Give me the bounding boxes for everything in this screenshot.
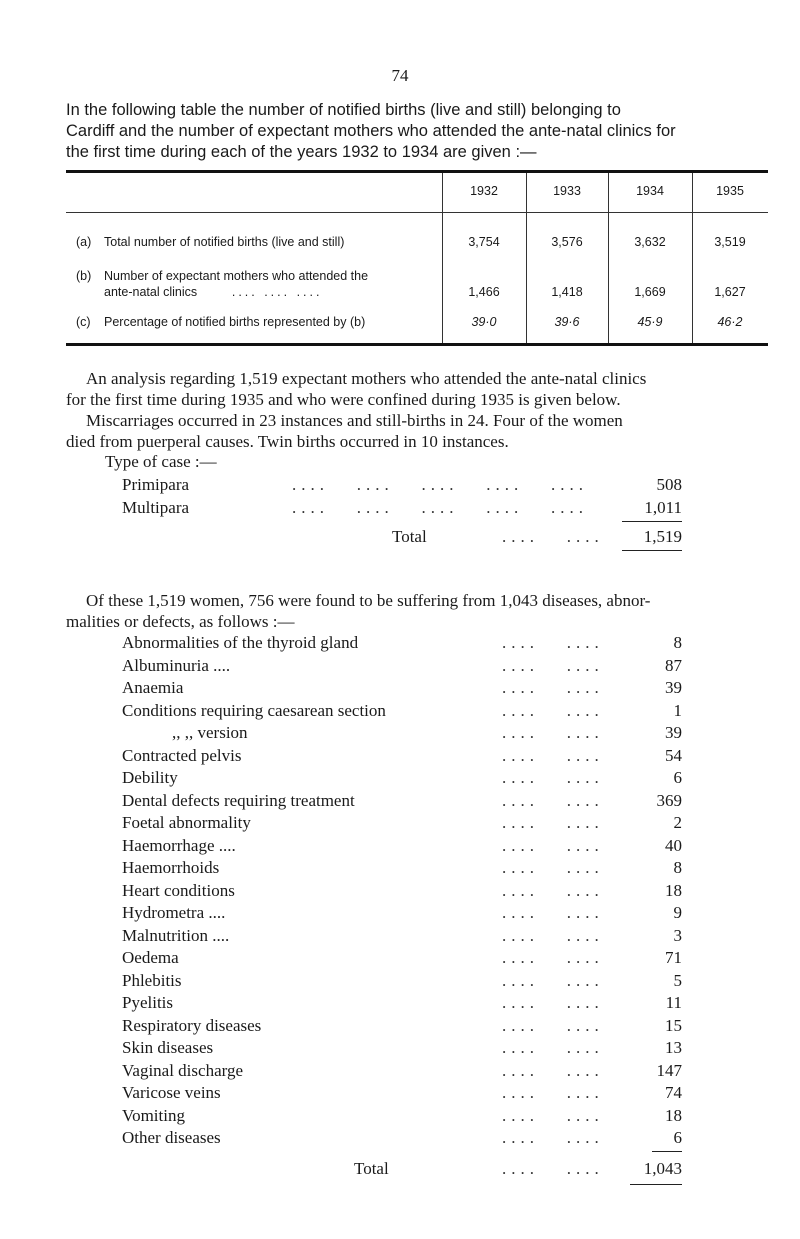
table-cell: 1,418 [551, 285, 583, 299]
total-label: Total [392, 527, 427, 546]
condition-value: 1 [673, 700, 682, 720]
condition-value: 8 [673, 858, 682, 877]
leader-dots: .... .... [502, 993, 604, 1012]
conditions-intro-line: malities or defects, as follows :— [66, 612, 295, 631]
list-item [122, 1127, 682, 1150]
conditions-intro-line: Of these 1,519 women, 756 were found to be suffering from 1,043 diseases, abnor- [86, 591, 651, 610]
page-number: 74 [391, 66, 409, 85]
table-header-rule [66, 212, 768, 213]
list-item [122, 1082, 682, 1105]
condition-label: Oedema [122, 948, 179, 967]
list-item [122, 1105, 682, 1128]
row-text: Total number of notified births (live and still) [104, 235, 345, 249]
table-row-label [76, 268, 436, 300]
intro-line: Cardiff and the number of expectant mothers who attended the ante-natal clinics for [66, 122, 676, 140]
list-item [122, 947, 682, 970]
condition-value: 40 [665, 835, 682, 855]
condition-label: Malnutrition .... [122, 925, 230, 945]
list-item [122, 992, 682, 1015]
case-type-label: Primipara [122, 475, 190, 494]
analysis-line: died from puerperal causes. Twin births occurred in 10 instances. [66, 432, 509, 451]
leader-dots: .... .... [502, 925, 604, 945]
conditions-list [122, 632, 682, 1150]
table-top-rule [66, 170, 768, 173]
leader-dots: .... .... [502, 527, 604, 546]
condition-label: Phlebitis [122, 970, 182, 990]
intro-line: the first time during each of the years 1932 to 1934 are given :— [66, 143, 537, 161]
year-header: 1932 [470, 184, 498, 198]
table-row-label [76, 314, 436, 330]
leader-dots: .... .... [502, 1038, 604, 1057]
leader-dots: .... .... [502, 858, 604, 877]
list-item [122, 655, 682, 678]
analysis-line: An analysis regarding 1,519 expectant mothers who attended the ante-natal clinics [86, 369, 647, 388]
sum-rule [622, 521, 682, 522]
condition-value: 74 [665, 1083, 682, 1102]
table-row-label [76, 234, 436, 250]
leader-dots: .... .... [502, 970, 604, 990]
year-header: 1933 [553, 184, 581, 198]
table-cell: 45·9 [637, 315, 663, 329]
leader-dots: .... .... .... .... .... [292, 497, 588, 517]
list-item [122, 1060, 682, 1083]
list-item [122, 902, 682, 925]
condition-label: Respiratory diseases [122, 1015, 262, 1035]
condition-value: 5 [673, 970, 682, 990]
condition-value: 18 [665, 880, 682, 900]
total-value: 1,519 [643, 527, 682, 546]
list-item [122, 925, 682, 948]
row-letter: (b) [76, 269, 92, 283]
condition-value: 6 [673, 1128, 682, 1147]
condition-value: 39 [665, 678, 682, 697]
row-text: Percentage of notified births represented by (b) [104, 315, 366, 329]
case-type-heading: Type of case :— [105, 452, 217, 471]
analysis-line: Miscarriages occurred in 23 instances and still-births in 24. Four of the women [86, 411, 623, 430]
leader-dots: .... .... [502, 745, 604, 765]
condition-label: Contracted pelvis [122, 745, 242, 765]
leader-dots: .... .... [502, 655, 604, 675]
case-type-value: 508 [656, 475, 682, 494]
row-text-continued [76, 284, 436, 300]
condition-label: Haemorrhage .... [122, 835, 236, 855]
leader-dots: .... .... [502, 1159, 604, 1178]
leader-dots: .... .... .... [231, 285, 323, 299]
leader-dots: .... .... [502, 1128, 604, 1147]
intro-line: In the following table the number of notified births (live and still) belonging to [66, 101, 621, 119]
condition-label: Pyelitis [122, 993, 174, 1012]
leader-dots: .... .... [502, 903, 604, 922]
sum-rule [630, 1184, 682, 1185]
table-cell: 3,754 [468, 235, 500, 249]
list-item [122, 857, 682, 880]
case-type-list [122, 474, 682, 519]
condition-value: 369 [656, 790, 682, 810]
table-bottom-rule [66, 343, 768, 346]
condition-value: 15 [665, 1015, 682, 1035]
condition-value: 54 [665, 745, 682, 765]
leader-dots: .... .... [502, 790, 604, 810]
row-text-cont: ante-natal clinics [104, 285, 198, 299]
condition-value: 6 [673, 768, 682, 787]
analysis-line: for the first time during 1935 and who were confined during 1935 is given below. [66, 390, 621, 409]
leader-dots: .... .... [502, 723, 604, 742]
condition-value: 87 [665, 655, 682, 675]
condition-label: Conditions requiring caesarean section [122, 700, 386, 720]
condition-label: Varicose veins [122, 1083, 221, 1102]
condition-value: 11 [665, 993, 682, 1012]
row-letter: (c) [76, 315, 91, 329]
births-table [66, 170, 768, 346]
condition-value: 147 [656, 1060, 682, 1080]
leader-dots: .... .... [502, 835, 604, 855]
leader-dots: .... .... [502, 813, 604, 832]
condition-label: Vaginal discharge [122, 1060, 244, 1080]
leader-dots: .... .... [502, 700, 604, 720]
list-item [122, 474, 682, 497]
condition-label: Anaemia [122, 678, 184, 697]
condition-value: 13 [665, 1038, 682, 1057]
condition-value: 8 [673, 633, 682, 652]
condition-value: 2 [673, 813, 682, 832]
list-item [122, 767, 682, 790]
leader-dots: .... .... [502, 880, 604, 900]
leader-dots: .... .... [502, 633, 604, 652]
list-item [122, 497, 682, 520]
table-cell: 1,627 [714, 285, 746, 299]
table-cell: 39·6 [554, 315, 580, 329]
condition-label: Dental defects requiring treatment [122, 790, 355, 810]
list-item [122, 677, 682, 700]
leader-dots: .... .... [502, 1083, 604, 1102]
sum-rule [652, 1151, 682, 1152]
total-value: 1,043 [643, 1159, 682, 1178]
list-item [122, 745, 682, 768]
table-cell: 39·0 [471, 315, 497, 329]
list-item [122, 790, 682, 813]
condition-label: Abnormalities of the thyroid gland [122, 633, 359, 652]
condition-value: 3 [673, 925, 682, 945]
intro-paragraph [66, 100, 766, 163]
year-header: 1935 [716, 184, 744, 198]
condition-value: 9 [673, 903, 682, 922]
list-item [122, 632, 682, 655]
condition-label: Other diseases [122, 1128, 221, 1147]
case-type-total [122, 526, 682, 549]
condition-label: Heart conditions [122, 880, 235, 900]
conditions-intro [66, 590, 766, 632]
condition-label: Foetal abnormality [122, 813, 251, 832]
total-row [122, 1158, 682, 1181]
table-cell: 1,466 [468, 285, 500, 299]
total-label: Total [354, 1159, 389, 1178]
leader-dots: .... .... [502, 1060, 604, 1080]
sum-rule [622, 550, 682, 551]
year-header: 1934 [636, 184, 664, 198]
list-item [122, 1015, 682, 1038]
leader-dots: .... .... [502, 1015, 604, 1035]
table-cell: 1,669 [634, 285, 666, 299]
condition-label: Albuminuria .... [122, 655, 231, 675]
list-item [122, 835, 682, 858]
case-type-value: 1,011 [644, 497, 682, 517]
table-cell: 3,632 [634, 235, 666, 249]
condition-value: 71 [665, 948, 682, 967]
list-item [122, 1037, 682, 1060]
condition-label: Hydrometra .... [122, 903, 226, 922]
table-cell: 3,576 [551, 235, 583, 249]
condition-label: Haemorrhoids [122, 858, 220, 877]
analysis-paragraph [66, 368, 766, 452]
condition-label: Debility [122, 768, 178, 787]
row-letter: (a) [76, 235, 92, 249]
leader-dots: .... .... [502, 678, 604, 697]
list-item [122, 700, 682, 723]
case-type-label: Multipara [122, 497, 190, 517]
condition-label: Vomiting [122, 1105, 185, 1125]
condition-value: 39 [665, 723, 682, 742]
total-row [122, 526, 682, 549]
list-item [122, 812, 682, 835]
leader-dots: .... .... [502, 768, 604, 787]
list-item [122, 970, 682, 993]
table-cell: 3,519 [714, 235, 746, 249]
conditions-total [122, 1158, 682, 1181]
leader-dots: .... .... [502, 948, 604, 967]
row-text: Number of expectant mothers who attended the [104, 269, 369, 283]
condition-label: ,, ,, version [172, 723, 248, 742]
leader-dots: .... .... .... .... .... [292, 475, 588, 494]
list-item [122, 722, 682, 745]
condition-label: Skin diseases [122, 1038, 214, 1057]
condition-value: 18 [665, 1105, 682, 1125]
table-cell: 46·2 [717, 315, 743, 329]
leader-dots: .... .... [502, 1105, 604, 1125]
list-item [122, 880, 682, 903]
